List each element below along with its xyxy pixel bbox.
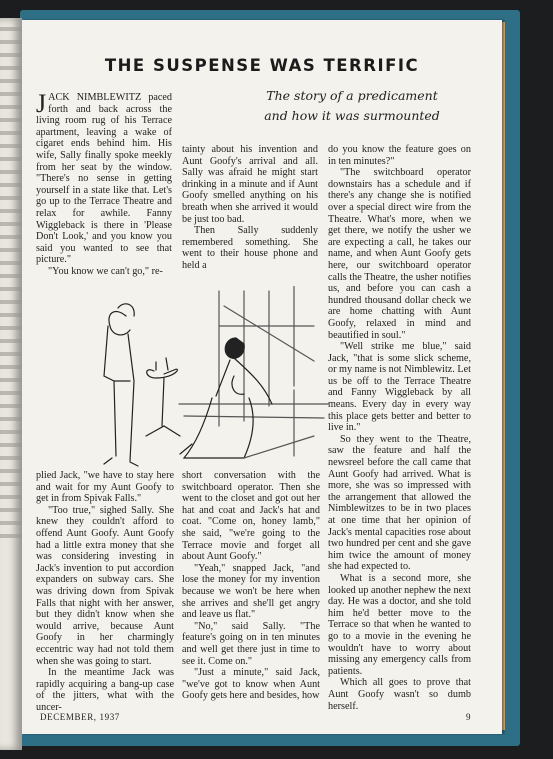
paragraph: "You know we can't go," re- [48, 265, 163, 277]
column-1-bottom [36, 470, 174, 713]
paragraph: JACK NIMBLEWITZ paced forth and back across the living room rug of his Terrace apartment, leaving a wake of cigaret ends behind him. His wife, Sally finally spoke meekly from her seat by the window. "There's no sense in getting yourself in a state like that. Let's go up to the Terrace Theatre and relax for awhile. Fanny Wiggleback is there in 'Please Don't Look,' and you know you said you wanted to see that picture." [36, 89, 172, 266]
paragraph: "Well strike me blue," said Jack, "that is some slick scheme, or my name is not Nimblewitz. Let us be off to the Terrace Theatre and Fanny Wiggleback by all means. Every day in every way this place gets better and better to live in." [328, 341, 471, 434]
paragraph: "Just a minute," said Jack, "we've got to know when Aunt Goofy gets here and besides, how [182, 667, 320, 702]
paragraph: "No," said Sally. "The feature's going on in ten minutes and well get there just in time to see it. Come on." [182, 620, 320, 667]
paragraph: What is a second more, she looked up another nephew the next day. He was a doctor, and she told him he'd better move to the Terrace so that when he wanted to go to a movie in the evening he wouldn't have to worry about missing any emergency calls from patients. [328, 572, 471, 677]
paragraph: tainty about his invention and Aunt Goofy's arrival and all. Sally was afraid he might start drinking in a minute and if Aunt Goofy smelled anything on his breath when she arrived it would be just too bad. [182, 144, 318, 225]
magazine-page [22, 20, 502, 734]
page-number: 9 [466, 712, 472, 722]
column-2-bottom [182, 470, 320, 702]
paragraph: Then Sally suddenly remembered something. She went to their house phone and held a [182, 225, 318, 271]
subtitle-line-1: The story of a predicament [266, 88, 438, 103]
paragraph: "Yeah," snapped Jack, "and lose the money for my invention because we won't be here when she arrives and she'll get angry and leave us flat." [182, 562, 320, 621]
paragraph: do you know the feature goes on in ten minutes?" [328, 144, 471, 167]
story-illustration [84, 286, 334, 486]
subtitle-line-2: and how it was surmounted [264, 108, 440, 123]
paragraph: Which all goes to prove that Aunt Goofy wasn't so dumb herself. [328, 677, 471, 712]
paragraph: plied Jack, "we have to stay here and wait for my Aunt Goofy to get in from Spivak Falls." [36, 470, 174, 505]
issue-date: DECEMBER, 1937 [40, 712, 120, 722]
left-page-edge [0, 18, 22, 750]
paragraph: In the meantime Jack was rapidly acquiring a bang-up case of the jitters, what with the uncer- [36, 667, 174, 713]
column-1-top [36, 89, 172, 278]
drop-cap: J [36, 89, 47, 118]
article-subtitle [252, 86, 452, 126]
paragraph: So they went to the Theatre, saw the feature and half the newsreel before the call came that Aunt Goofy had arrived. What is more, she was so impressed with the arrangement that allowed the Nimblewitzes to be in two places at one time that her opinion of Jack's mental capacities rose about two hundred per cent and she gave him twice the amount of money she had expected to. [328, 433, 471, 573]
paragraph: "The switchboard operator downstairs has a schedule and if there's any change she is notified over a special direct wire from the Theatre. What's more, when we get there, we notify the usher we are expecting a call, he takes our name, and when Aunt Goofy gets here, our switchboard operator calls the Theatre, the usher notifies us, and before you can cash a hundred thousand dollar check we are home chatting with Aunt Goofy, relaxed in mind and beautified in soul." [328, 167, 471, 341]
paragraph: "Too true," sighed Sally. She knew they couldn't afford to offend Aunt Goofy. Aunt Goofy had a little extra money that she was considering investing in Jack's invention to put accordion expanders on subway cars. She was driving down from Spivak Falls that night with her answer, but they didn't know when she would arrive, because Aunt Goofy in her charmingly eccentric way had not told them when she was going to start. [36, 504, 174, 667]
column-2-top [182, 144, 318, 272]
column-3 [328, 144, 471, 712]
paragraph: short conversation with the switchboard operator. Then she went to the closet and got out her hat and coat and Jack's hat and coat. "Come on, honey lamb," she said, "we're going to the Terrace movie and forget all about Aunt Goofy." [182, 470, 320, 563]
article-title: THE SUSPENSE WAS TERRIFIC [104, 56, 420, 75]
